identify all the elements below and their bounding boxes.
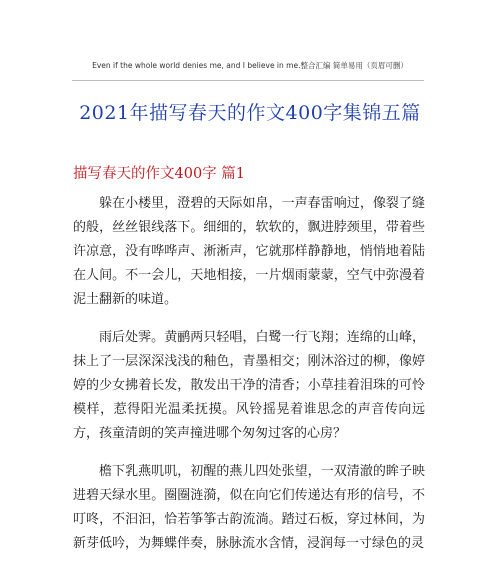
paragraph-1: 躲在小楼里，澄碧的天际如帛，一声春雷响过，像裂了缝的般，丝丝银线落下。细细的，软软的，飘进脖颈里，带着些许凉意，没有哗哗声、淅淅声，它就那样静静地，悄悄地着陆在人间。不一会儿，天地相接，一片烟雨蒙蒙，空气中弥漫着泥土翻新的味道。 [73, 196, 425, 307]
header-divider [72, 80, 424, 81]
paragraph-3: 檐下乳燕叽叽，初醒的燕儿四处张望，一双清澈的眸子映进碧天绿水里。圈圈涟漪，似在向它们传递达有形的信号，不叮咚，不汩汩，恰若筝筝古韵流淌。踏过石板，穿过林间，为新芽低吟，为舞蝶伴奏，脉脉流水含情，浸润每一寸绿色的灵 [73, 464, 425, 551]
paragraph-2: 雨后处霁。黄鹂两只轻唱，白鹭一行飞翔；连绵的山峰，抹上了一层深深浅浅的釉色，青墨相交；刚沐浴过的柳，像婷婷的少女拂着长发，散发出干净的清香；小草挂着泪珠的可怜模样，惹得阳光温柔抚摸。风铃摇晃着谁思念的声音传向远方，孩童清朗的笑声撞进哪个匆匆过客的心房？ [73, 330, 425, 441]
document-title: 2021年描写春天的作文400字集锦五篇 [79, 102, 421, 124]
page-header: Even if the whole world denies me, and I believe in me.整合汇编 简单易用（页眉可删） [92, 61, 408, 70]
article-body [73, 192, 425, 570]
section-title: 描写春天的作文400字 篇1 [73, 166, 246, 182]
